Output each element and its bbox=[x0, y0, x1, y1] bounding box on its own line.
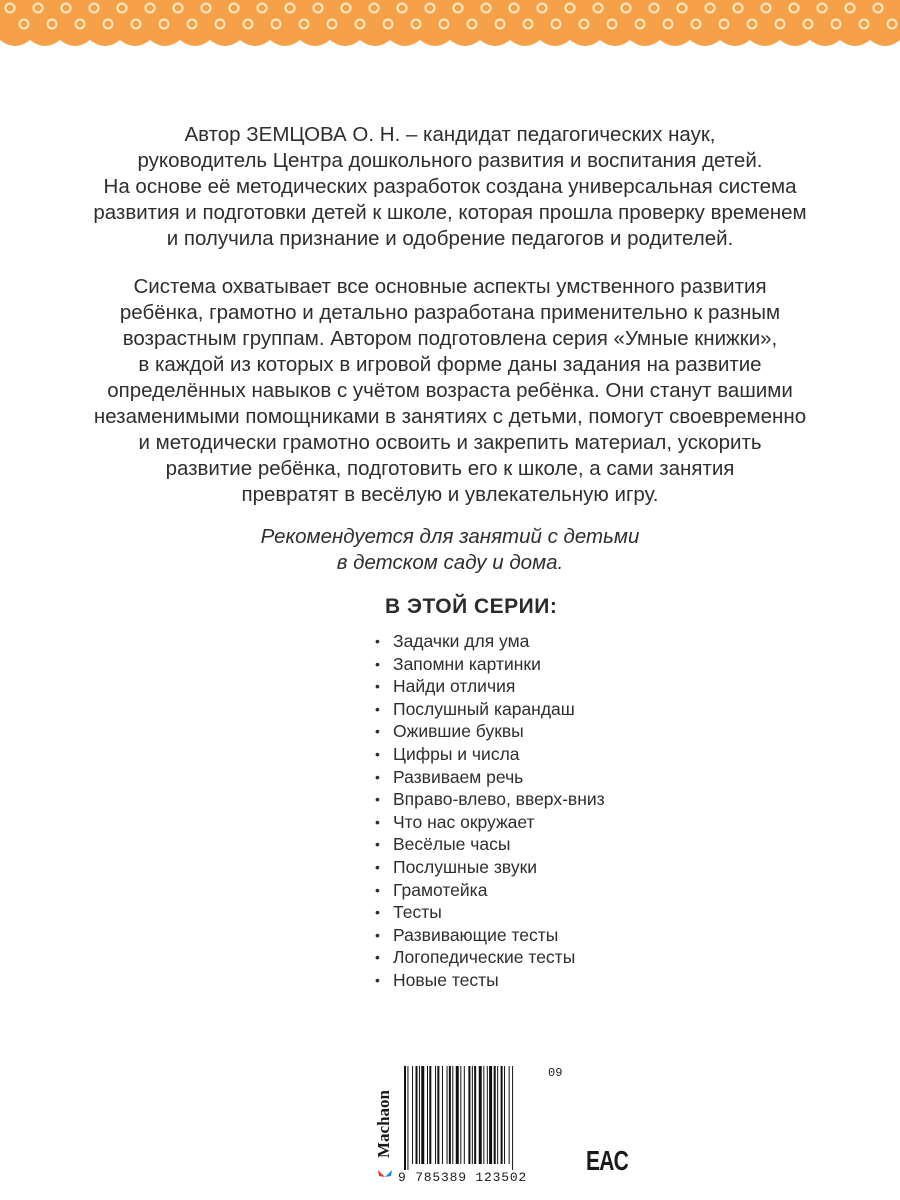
list-item bbox=[375, 698, 795, 721]
bullet-icon: • bbox=[375, 678, 380, 695]
text-line: незаменимыми помощниками в занятиях с детьми, помогут своевременно bbox=[93, 405, 807, 428]
list-item-label: Логопедические тесты bbox=[393, 947, 576, 968]
bullet-icon: • bbox=[375, 926, 380, 943]
list-item-label: Послушные звуки bbox=[393, 856, 538, 877]
barcode-bar bbox=[435, 1066, 436, 1164]
text-line: возрастным группам. Автором подготовлена серия «Умные книжки», bbox=[122, 327, 778, 350]
barcode-bar bbox=[512, 1066, 513, 1170]
bullet-icon: • bbox=[375, 700, 380, 717]
barcode-addon: 09 bbox=[548, 1066, 563, 1080]
recommendation-line: Рекомендуется для занятий с детьми bbox=[260, 525, 640, 548]
text-line: развития и подготовки детей к школе, которая прошла проверку временем bbox=[93, 201, 807, 224]
list-item bbox=[375, 743, 795, 766]
list-item-label: Ожившие буквы bbox=[393, 721, 524, 742]
barcode-bar bbox=[449, 1066, 451, 1164]
eac-mark: EAC bbox=[586, 1145, 629, 1176]
text-line: На основе её методических разработок создана универсальная система bbox=[103, 175, 797, 198]
list-item bbox=[375, 856, 795, 879]
barcode-bar bbox=[456, 1066, 459, 1164]
text-line: превратят в весёлую и увлекательную игру. bbox=[241, 483, 659, 506]
barcode-bar bbox=[474, 1066, 476, 1164]
list-item-label: Развивающие тесты bbox=[393, 924, 559, 945]
barcode-bar bbox=[407, 1066, 408, 1170]
list-item bbox=[375, 630, 795, 653]
bullet-icon: • bbox=[375, 858, 380, 875]
author-paragraph bbox=[40, 122, 860, 252]
barcode-bar bbox=[460, 1066, 461, 1164]
text-line: развитие ребёнка, подготовить его к школе, а сами занятия bbox=[165, 457, 735, 480]
text-line: и методически грамотно освоить и закрепить материал, ускорить bbox=[138, 431, 762, 454]
barcode-bar bbox=[497, 1066, 498, 1164]
barcode-bar bbox=[452, 1066, 453, 1164]
barcode-digits: 9 785389 123502 bbox=[398, 1170, 528, 1185]
list-item bbox=[375, 788, 795, 811]
barcode-bar bbox=[427, 1066, 428, 1164]
text-line: и получила признание и одобрение педагогов и родителей. bbox=[166, 227, 734, 250]
series-list-block bbox=[375, 594, 795, 992]
list-item-label: Грамотейка bbox=[393, 879, 488, 900]
list-item bbox=[375, 675, 795, 698]
barcode-bar bbox=[501, 1066, 503, 1164]
list-item bbox=[375, 653, 795, 676]
bullet-icon: • bbox=[375, 904, 380, 921]
series-list bbox=[375, 630, 795, 992]
barcode bbox=[402, 1066, 542, 1170]
barcode-bar bbox=[412, 1066, 413, 1164]
list-item-label: Тесты bbox=[393, 902, 442, 923]
list-item bbox=[375, 879, 795, 902]
barcode-bar bbox=[421, 1066, 424, 1164]
bullet-icon: • bbox=[375, 655, 380, 672]
barcode-bar bbox=[483, 1066, 484, 1164]
list-item bbox=[375, 946, 795, 969]
list-item bbox=[375, 924, 795, 947]
barcode-bar bbox=[437, 1066, 439, 1164]
barcode-bar bbox=[487, 1066, 488, 1164]
text-line: в каждой из которых в игровой форме даны задания на развитие bbox=[138, 353, 762, 376]
list-item-label: Цифры и числа bbox=[393, 743, 520, 764]
top-decorative-band bbox=[0, 0, 900, 62]
barcode-bar bbox=[472, 1066, 473, 1164]
list-item bbox=[375, 720, 795, 743]
barcode-bar bbox=[479, 1066, 482, 1164]
list-item-label: Вправо-влево, вверх-вниз bbox=[393, 789, 605, 810]
recommendation-note bbox=[40, 524, 860, 576]
list-item bbox=[375, 766, 795, 789]
list-item-label: Послушный карандаш bbox=[393, 698, 575, 719]
list-item-label: Весёлые часы bbox=[393, 834, 511, 855]
barcode-bar bbox=[489, 1066, 492, 1164]
list-item-label: Новые тесты bbox=[393, 969, 499, 990]
bullet-icon: • bbox=[375, 768, 380, 785]
text-line: Автор ЗЕМЦОВА О. Н. – кандидат педагогических наук, bbox=[184, 123, 716, 146]
list-item-label: Что нас окружает bbox=[393, 811, 535, 832]
bullet-icon: • bbox=[375, 836, 380, 853]
list-item-label: Найди отличия bbox=[393, 676, 516, 697]
bullet-icon: • bbox=[375, 881, 380, 898]
band-shape bbox=[0, 0, 900, 46]
text-line: ребёнка, грамотно и детально разработана применительно к разным bbox=[119, 301, 781, 324]
barcode-bar bbox=[468, 1066, 470, 1164]
list-item-label: Развиваем речь bbox=[393, 766, 524, 787]
list-item-label: Запомни картинки bbox=[393, 653, 541, 674]
series-title: В ЭТОЙ СЕРИИ: bbox=[385, 595, 558, 618]
list-item bbox=[375, 969, 795, 992]
bullet-icon: • bbox=[375, 791, 380, 808]
scalloped-band bbox=[0, 0, 900, 62]
barcode-bar bbox=[419, 1066, 420, 1164]
publisher-name: Machaon bbox=[374, 1090, 393, 1158]
barcode-bar bbox=[429, 1066, 431, 1164]
bullet-icon: • bbox=[375, 949, 380, 966]
barcode-bar bbox=[509, 1066, 510, 1164]
barcode-bar bbox=[416, 1066, 418, 1164]
barcode-bar bbox=[504, 1066, 505, 1164]
publisher-logo bbox=[373, 1066, 397, 1188]
barcode-bar bbox=[442, 1066, 443, 1164]
list-item bbox=[375, 833, 795, 856]
list-item-label: Задачки для ума bbox=[393, 631, 530, 651]
bullet-icon: • bbox=[375, 633, 380, 649]
bullet-icon: • bbox=[375, 745, 380, 762]
butterfly-icon bbox=[376, 1168, 394, 1186]
recommendation-line: в детском саду и дома. bbox=[336, 551, 564, 574]
bullet-icon: • bbox=[375, 813, 380, 830]
barcode-bar bbox=[404, 1066, 406, 1170]
bullet-icon: • bbox=[375, 723, 380, 740]
system-paragraph bbox=[40, 274, 860, 508]
barcode-bar bbox=[494, 1066, 496, 1164]
barcode-bar bbox=[447, 1066, 448, 1164]
text-line: определённых навыков с учётом возраста ребёнка. Они станут вашими bbox=[107, 379, 793, 402]
list-item bbox=[375, 811, 795, 834]
bullet-icon: • bbox=[375, 971, 380, 988]
list-item bbox=[375, 901, 795, 924]
text-line: Система охватывает все основные аспекты умственного развития bbox=[133, 275, 767, 298]
text-line: руководитель Центра дошкольного развития и воспитания детей. bbox=[137, 149, 763, 172]
barcode-bar bbox=[464, 1066, 465, 1164]
